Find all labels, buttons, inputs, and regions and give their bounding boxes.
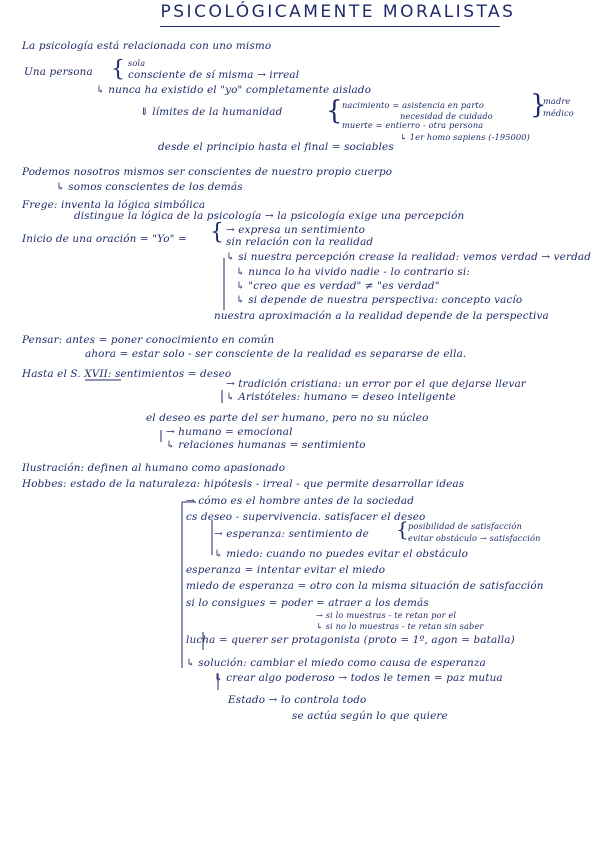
text-line-25: nuestra aproximación a la realidad depende de la perspectiva — [214, 310, 549, 322]
text-line-27: ahora = estar solo - ser consciente de la realidad es separarse de ella. — [85, 348, 467, 360]
text-line-22: ↳ nunca lo ha vivido nadie - lo contrario si: — [236, 266, 470, 278]
text-line-6: madre — [543, 96, 571, 106]
text-line-51: se actúa según lo que quiere — [292, 710, 448, 722]
text-line-17: distingue la lógica de la psicología → la psicología exige una percepción — [74, 210, 465, 222]
text-line-21: ↳ si nuestra percepción crease la realidad: vemos verdad → verdad — [226, 251, 592, 263]
text-line-23: ↳ "creo que es verdad" ≠ "es verdad" — [236, 280, 440, 292]
text-line-10: necesidad de cuidado — [400, 111, 493, 121]
text-line-12: ↳ 1er homo sapiens (-195000) — [400, 132, 531, 142]
brace-3: } — [530, 90, 547, 120]
text-line-36: → cómo es el hombre antes de la sociedad — [186, 495, 415, 507]
text-line-20: sin relación con la realidad — [226, 236, 374, 248]
text-line-8: médico — [543, 108, 574, 118]
text-line-1: La psicología está relacionada con uno mismo — [22, 40, 272, 52]
text-line-34: Ilustración: definen al humano como apasionado — [22, 462, 286, 474]
text-line-16: Frege: inventa la lógica simbólica — [22, 199, 206, 211]
text-line-41: ↳ miedo: cuando no puedes evitar el obstáculo — [214, 548, 469, 560]
text-line-2: sola — [128, 58, 146, 68]
text-line-18: → expresa un sentimiento — [226, 224, 366, 236]
text-line-11: muerte = entierro - otra persona — [342, 120, 484, 130]
brace-5: { — [396, 517, 409, 541]
text-line-24: ↳ si depende de nuestra perspectiva: concepto vacío — [236, 294, 523, 306]
text-line-3: Una persona — [24, 66, 93, 78]
page-title: PSICOLÓGICAMENTE MORALISTAS — [160, 2, 516, 22]
text-line-33: ↳ relaciones humanas = sentimiento — [166, 439, 366, 451]
text-line-7: nacimiento = asistencia en parto — [342, 100, 484, 110]
text-line-50: Estado → lo controla todo — [228, 694, 367, 706]
text-line-49: ↳ crear algo poderoso → todos le temen = paz mutua — [214, 672, 503, 684]
text-line-13: desde el principio hasta el final = sociables — [158, 141, 394, 153]
text-line-42: esperanza = intentar evitar el miedo — [186, 564, 386, 576]
text-line-26: Pensar: antes = poner conocimiento en común — [22, 334, 275, 346]
text-line-37: cs deseo - supervivencia. satisfacer el deseo — [186, 511, 426, 523]
text-line-43: miedo de esperanza = otro con la misma situación de satisfacción — [186, 580, 544, 592]
text-line-48: ↳ solución: cambiar el miedo como causa de esperanza — [186, 657, 486, 669]
text-line-47: lucha = querer ser protagonista (proto = 1º, agon = batalla) — [186, 634, 515, 646]
brace-2: { — [326, 96, 343, 126]
text-line-39: → esperanza: sentimiento de — [214, 528, 369, 540]
brace-4: { — [210, 220, 224, 245]
text-line-29: → tradición cristiana: un error por el que dejarse llevar — [226, 378, 526, 390]
text-line-32: → humano = emocional — [166, 426, 293, 438]
text-line-31: el deseo es parte del ser humano, pero no su núcleo — [146, 412, 429, 424]
text-line-44: si lo consigues = poder = atraer a los demás — [186, 597, 429, 609]
text-line-9: ⇓ límites de la humanidad — [140, 106, 283, 118]
text-line-46: ↳ si no lo muestras - te retan sin saber — [316, 621, 484, 631]
text-line-4: consciente de sí misma → irreal — [128, 69, 300, 81]
text-line-30: ↳ Aristóteles: humano = deseo inteligente — [226, 391, 456, 403]
text-line-14: Podemos nosotros mismos ser conscientes de nuestro propio cuerpo — [22, 166, 393, 178]
text-line-19: Inicio de una oración = "Yo" = — [22, 233, 187, 245]
text-line-5: ↳ nunca ha existido el "yo" completamente aislado — [96, 84, 372, 96]
text-line-45: → si lo muestras - te retan por el — [316, 610, 457, 620]
text-line-28: Hasta el S. XVII: sentimientos = deseo — [22, 368, 232, 380]
text-line-38: posibilidad de satisfacción — [408, 521, 522, 531]
text-line-15: ↳ somos conscientes de los demás — [56, 181, 243, 193]
text-line-40: evitar obstáculo → satisfacción — [408, 533, 541, 543]
text-line-35: Hobbes: estado de la naturaleza: hipótesis - irreal - que permite desarrollar ideas — [22, 478, 465, 490]
brace-1: { — [111, 57, 125, 82]
